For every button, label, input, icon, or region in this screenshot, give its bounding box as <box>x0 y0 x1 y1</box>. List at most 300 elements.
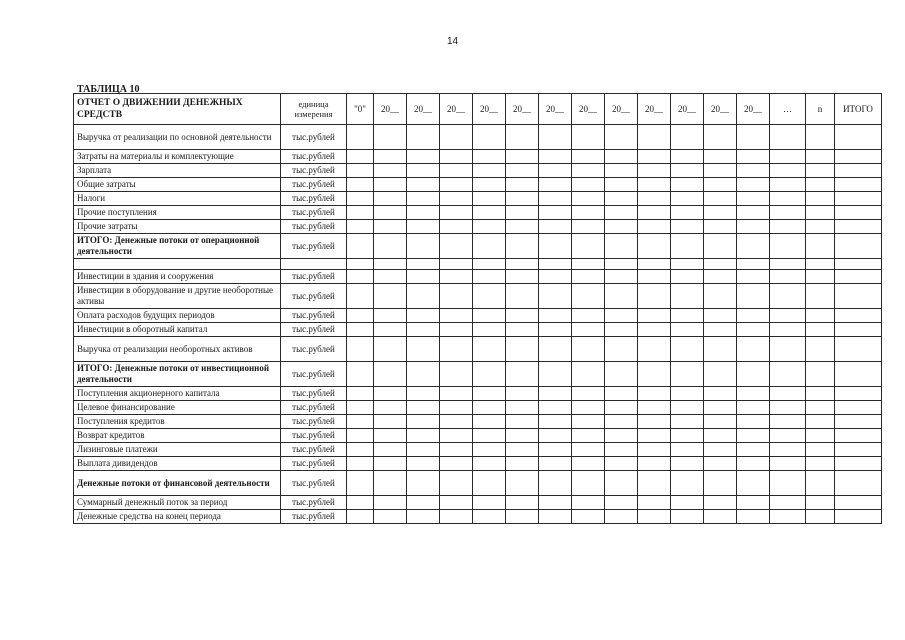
value-cell[interactable] <box>374 150 407 164</box>
value-cell[interactable] <box>770 270 806 284</box>
value-cell[interactable] <box>605 270 638 284</box>
value-cell[interactable] <box>473 429 506 443</box>
value-cell[interactable] <box>506 457 539 471</box>
value-cell[interactable] <box>572 234 605 259</box>
value-cell[interactable] <box>638 401 671 415</box>
value-cell[interactable] <box>473 284 506 309</box>
total-cell[interactable] <box>835 415 882 429</box>
value-cell[interactable] <box>572 415 605 429</box>
value-cell[interactable] <box>440 150 473 164</box>
value-cell[interactable] <box>671 443 704 457</box>
value-cell[interactable] <box>506 178 539 192</box>
value-cell[interactable] <box>347 337 374 362</box>
value-cell[interactable] <box>704 284 737 309</box>
value-cell[interactable] <box>539 284 572 309</box>
value-cell[interactable] <box>506 284 539 309</box>
value-cell[interactable] <box>806 429 835 443</box>
value-cell[interactable] <box>638 270 671 284</box>
value-cell[interactable] <box>407 164 440 178</box>
value-cell[interactable] <box>704 387 737 401</box>
value-cell[interactable] <box>572 337 605 362</box>
value-cell[interactable] <box>671 415 704 429</box>
value-cell[interactable] <box>347 192 374 206</box>
value-cell[interactable] <box>347 270 374 284</box>
value-cell[interactable] <box>473 457 506 471</box>
value-cell[interactable] <box>506 164 539 178</box>
value-cell[interactable] <box>407 415 440 429</box>
total-cell[interactable] <box>835 309 882 323</box>
total-cell[interactable] <box>835 125 882 150</box>
value-cell[interactable] <box>347 496 374 510</box>
value-cell[interactable] <box>671 337 704 362</box>
value-cell[interactable] <box>539 337 572 362</box>
value-cell[interactable] <box>704 234 737 259</box>
value-cell[interactable] <box>473 401 506 415</box>
value-cell[interactable] <box>473 387 506 401</box>
value-cell[interactable] <box>473 270 506 284</box>
value-cell[interactable] <box>407 206 440 220</box>
value-cell[interactable] <box>539 234 572 259</box>
total-cell[interactable] <box>835 178 882 192</box>
value-cell[interactable] <box>539 206 572 220</box>
value-cell[interactable] <box>506 206 539 220</box>
value-cell[interactable] <box>407 457 440 471</box>
value-cell[interactable] <box>473 259 506 270</box>
value-cell[interactable] <box>539 164 572 178</box>
value-cell[interactable] <box>440 234 473 259</box>
value-cell[interactable] <box>407 443 440 457</box>
value-cell[interactable] <box>770 415 806 429</box>
value-cell[interactable] <box>605 309 638 323</box>
value-cell[interactable] <box>671 387 704 401</box>
value-cell[interactable] <box>347 457 374 471</box>
value-cell[interactable] <box>407 192 440 206</box>
value-cell[interactable] <box>737 192 770 206</box>
total-cell[interactable] <box>835 323 882 337</box>
value-cell[interactable] <box>539 471 572 496</box>
value-cell[interactable] <box>671 471 704 496</box>
value-cell[interactable] <box>806 192 835 206</box>
total-cell[interactable] <box>835 284 882 309</box>
value-cell[interactable] <box>806 337 835 362</box>
value-cell[interactable] <box>671 206 704 220</box>
value-cell[interactable] <box>605 323 638 337</box>
value-cell[interactable] <box>440 284 473 309</box>
value-cell[interactable] <box>704 471 737 496</box>
value-cell[interactable] <box>539 220 572 234</box>
value-cell[interactable] <box>737 429 770 443</box>
value-cell[interactable] <box>770 164 806 178</box>
total-cell[interactable] <box>835 270 882 284</box>
value-cell[interactable] <box>572 125 605 150</box>
value-cell[interactable] <box>638 496 671 510</box>
total-cell[interactable] <box>835 220 882 234</box>
value-cell[interactable] <box>806 309 835 323</box>
value-cell[interactable] <box>407 220 440 234</box>
value-cell[interactable] <box>440 259 473 270</box>
value-cell[interactable] <box>374 415 407 429</box>
value-cell[interactable] <box>605 387 638 401</box>
value-cell[interactable] <box>473 510 506 524</box>
value-cell[interactable] <box>638 362 671 387</box>
total-cell[interactable] <box>835 206 882 220</box>
value-cell[interactable] <box>374 429 407 443</box>
value-cell[interactable] <box>506 415 539 429</box>
total-cell[interactable] <box>835 234 882 259</box>
value-cell[interactable] <box>605 496 638 510</box>
value-cell[interactable] <box>671 220 704 234</box>
value-cell[interactable] <box>704 178 737 192</box>
value-cell[interactable] <box>671 192 704 206</box>
total-cell[interactable] <box>835 337 882 362</box>
value-cell[interactable] <box>737 443 770 457</box>
value-cell[interactable] <box>638 220 671 234</box>
total-cell[interactable] <box>835 429 882 443</box>
value-cell[interactable] <box>506 443 539 457</box>
value-cell[interactable] <box>605 284 638 309</box>
value-cell[interactable] <box>770 362 806 387</box>
value-cell[interactable] <box>347 401 374 415</box>
value-cell[interactable] <box>347 387 374 401</box>
value-cell[interactable] <box>737 150 770 164</box>
value-cell[interactable] <box>539 150 572 164</box>
value-cell[interactable] <box>347 415 374 429</box>
value-cell[interactable] <box>440 443 473 457</box>
value-cell[interactable] <box>737 178 770 192</box>
value-cell[interactable] <box>572 164 605 178</box>
value-cell[interactable] <box>347 164 374 178</box>
value-cell[interactable] <box>374 259 407 270</box>
value-cell[interactable] <box>440 125 473 150</box>
value-cell[interactable] <box>572 401 605 415</box>
value-cell[interactable] <box>440 429 473 443</box>
value-cell[interactable] <box>572 362 605 387</box>
value-cell[interactable] <box>374 192 407 206</box>
value-cell[interactable] <box>605 362 638 387</box>
value-cell[interactable] <box>704 309 737 323</box>
value-cell[interactable] <box>407 259 440 270</box>
value-cell[interactable] <box>638 164 671 178</box>
value-cell[interactable] <box>638 429 671 443</box>
value-cell[interactable] <box>506 234 539 259</box>
value-cell[interactable] <box>737 387 770 401</box>
value-cell[interactable] <box>506 192 539 206</box>
value-cell[interactable] <box>572 387 605 401</box>
value-cell[interactable] <box>806 471 835 496</box>
value-cell[interactable] <box>770 443 806 457</box>
value-cell[interactable] <box>605 443 638 457</box>
value-cell[interactable] <box>440 415 473 429</box>
value-cell[interactable] <box>638 457 671 471</box>
value-cell[interactable] <box>671 284 704 309</box>
value-cell[interactable] <box>638 510 671 524</box>
total-cell[interactable] <box>835 496 882 510</box>
value-cell[interactable] <box>506 220 539 234</box>
value-cell[interactable] <box>770 401 806 415</box>
value-cell[interactable] <box>806 259 835 270</box>
value-cell[interactable] <box>374 471 407 496</box>
value-cell[interactable] <box>770 323 806 337</box>
value-cell[interactable] <box>737 415 770 429</box>
value-cell[interactable] <box>737 309 770 323</box>
value-cell[interactable] <box>638 259 671 270</box>
value-cell[interactable] <box>572 192 605 206</box>
value-cell[interactable] <box>671 457 704 471</box>
value-cell[interactable] <box>440 309 473 323</box>
value-cell[interactable] <box>473 443 506 457</box>
value-cell[interactable] <box>374 234 407 259</box>
value-cell[interactable] <box>806 387 835 401</box>
value-cell[interactable] <box>407 401 440 415</box>
value-cell[interactable] <box>770 337 806 362</box>
value-cell[interactable] <box>347 323 374 337</box>
value-cell[interactable] <box>473 220 506 234</box>
value-cell[interactable] <box>374 284 407 309</box>
value-cell[interactable] <box>704 164 737 178</box>
value-cell[interactable] <box>605 429 638 443</box>
value-cell[interactable] <box>374 220 407 234</box>
value-cell[interactable] <box>506 259 539 270</box>
value-cell[interactable] <box>605 164 638 178</box>
value-cell[interactable] <box>539 192 572 206</box>
value-cell[interactable] <box>440 270 473 284</box>
total-cell[interactable] <box>835 150 882 164</box>
value-cell[interactable] <box>473 323 506 337</box>
value-cell[interactable] <box>704 270 737 284</box>
value-cell[interactable] <box>806 362 835 387</box>
value-cell[interactable] <box>704 443 737 457</box>
value-cell[interactable] <box>506 270 539 284</box>
value-cell[interactable] <box>374 362 407 387</box>
value-cell[interactable] <box>671 309 704 323</box>
value-cell[interactable] <box>638 323 671 337</box>
value-cell[interactable] <box>770 234 806 259</box>
value-cell[interactable] <box>407 150 440 164</box>
value-cell[interactable] <box>671 362 704 387</box>
total-cell[interactable] <box>835 164 882 178</box>
value-cell[interactable] <box>539 415 572 429</box>
total-cell[interactable] <box>835 401 882 415</box>
value-cell[interactable] <box>704 457 737 471</box>
value-cell[interactable] <box>770 510 806 524</box>
value-cell[interactable] <box>347 429 374 443</box>
value-cell[interactable] <box>704 206 737 220</box>
value-cell[interactable] <box>605 125 638 150</box>
value-cell[interactable] <box>605 415 638 429</box>
value-cell[interactable] <box>605 510 638 524</box>
value-cell[interactable] <box>704 220 737 234</box>
value-cell[interactable] <box>539 496 572 510</box>
value-cell[interactable] <box>704 401 737 415</box>
value-cell[interactable] <box>347 284 374 309</box>
value-cell[interactable] <box>506 387 539 401</box>
value-cell[interactable] <box>638 284 671 309</box>
value-cell[interactable] <box>770 220 806 234</box>
value-cell[interactable] <box>440 401 473 415</box>
value-cell[interactable] <box>473 164 506 178</box>
value-cell[interactable] <box>704 259 737 270</box>
value-cell[interactable] <box>374 125 407 150</box>
value-cell[interactable] <box>638 387 671 401</box>
value-cell[interactable] <box>473 234 506 259</box>
value-cell[interactable] <box>806 234 835 259</box>
value-cell[interactable] <box>374 510 407 524</box>
value-cell[interactable] <box>473 178 506 192</box>
value-cell[interactable] <box>737 401 770 415</box>
value-cell[interactable] <box>407 429 440 443</box>
value-cell[interactable] <box>770 192 806 206</box>
value-cell[interactable] <box>374 270 407 284</box>
value-cell[interactable] <box>473 125 506 150</box>
value-cell[interactable] <box>440 323 473 337</box>
value-cell[interactable] <box>539 457 572 471</box>
value-cell[interactable] <box>539 429 572 443</box>
value-cell[interactable] <box>473 192 506 206</box>
value-cell[interactable] <box>440 362 473 387</box>
value-cell[interactable] <box>347 362 374 387</box>
value-cell[interactable] <box>506 125 539 150</box>
value-cell[interactable] <box>737 323 770 337</box>
value-cell[interactable] <box>473 471 506 496</box>
value-cell[interactable] <box>374 401 407 415</box>
total-cell[interactable] <box>835 192 882 206</box>
value-cell[interactable] <box>770 309 806 323</box>
value-cell[interactable] <box>506 510 539 524</box>
value-cell[interactable] <box>347 125 374 150</box>
value-cell[interactable] <box>671 150 704 164</box>
value-cell[interactable] <box>737 337 770 362</box>
value-cell[interactable] <box>704 496 737 510</box>
value-cell[interactable] <box>506 401 539 415</box>
value-cell[interactable] <box>704 125 737 150</box>
value-cell[interactable] <box>806 220 835 234</box>
value-cell[interactable] <box>539 401 572 415</box>
value-cell[interactable] <box>638 192 671 206</box>
value-cell[interactable] <box>572 259 605 270</box>
value-cell[interactable] <box>506 150 539 164</box>
value-cell[interactable] <box>440 337 473 362</box>
value-cell[interactable] <box>605 206 638 220</box>
value-cell[interactable] <box>806 496 835 510</box>
value-cell[interactable] <box>347 150 374 164</box>
value-cell[interactable] <box>347 234 374 259</box>
value-cell[interactable] <box>539 178 572 192</box>
value-cell[interactable] <box>473 309 506 323</box>
value-cell[interactable] <box>737 220 770 234</box>
total-cell[interactable] <box>835 387 882 401</box>
value-cell[interactable] <box>539 259 572 270</box>
value-cell[interactable] <box>605 337 638 362</box>
value-cell[interactable] <box>572 150 605 164</box>
value-cell[interactable] <box>440 164 473 178</box>
value-cell[interactable] <box>605 150 638 164</box>
value-cell[interactable] <box>506 323 539 337</box>
value-cell[interactable] <box>374 443 407 457</box>
value-cell[interactable] <box>473 415 506 429</box>
value-cell[interactable] <box>806 415 835 429</box>
value-cell[interactable] <box>770 284 806 309</box>
value-cell[interactable] <box>638 309 671 323</box>
value-cell[interactable] <box>638 206 671 220</box>
value-cell[interactable] <box>440 192 473 206</box>
value-cell[interactable] <box>737 284 770 309</box>
value-cell[interactable] <box>539 362 572 387</box>
value-cell[interactable] <box>347 259 374 270</box>
value-cell[interactable] <box>770 457 806 471</box>
value-cell[interactable] <box>737 259 770 270</box>
value-cell[interactable] <box>374 337 407 362</box>
value-cell[interactable] <box>770 471 806 496</box>
total-cell[interactable] <box>835 510 882 524</box>
value-cell[interactable] <box>440 387 473 401</box>
value-cell[interactable] <box>539 323 572 337</box>
value-cell[interactable] <box>440 457 473 471</box>
value-cell[interactable] <box>374 178 407 192</box>
value-cell[interactable] <box>539 510 572 524</box>
value-cell[interactable] <box>440 178 473 192</box>
value-cell[interactable] <box>572 206 605 220</box>
value-cell[interactable] <box>506 362 539 387</box>
total-cell[interactable] <box>835 362 882 387</box>
value-cell[interactable] <box>770 387 806 401</box>
value-cell[interactable] <box>737 270 770 284</box>
value-cell[interactable] <box>572 471 605 496</box>
value-cell[interactable] <box>671 164 704 178</box>
value-cell[interactable] <box>671 125 704 150</box>
value-cell[interactable] <box>770 125 806 150</box>
value-cell[interactable] <box>638 415 671 429</box>
value-cell[interactable] <box>407 309 440 323</box>
value-cell[interactable] <box>374 309 407 323</box>
value-cell[interactable] <box>638 150 671 164</box>
value-cell[interactable] <box>374 496 407 510</box>
value-cell[interactable] <box>374 206 407 220</box>
total-cell[interactable] <box>835 259 882 270</box>
value-cell[interactable] <box>347 220 374 234</box>
value-cell[interactable] <box>770 206 806 220</box>
value-cell[interactable] <box>605 192 638 206</box>
value-cell[interactable] <box>572 496 605 510</box>
value-cell[interactable] <box>539 387 572 401</box>
value-cell[interactable] <box>806 457 835 471</box>
value-cell[interactable] <box>440 510 473 524</box>
value-cell[interactable] <box>572 457 605 471</box>
value-cell[interactable] <box>671 429 704 443</box>
value-cell[interactable] <box>572 429 605 443</box>
value-cell[interactable] <box>704 337 737 362</box>
value-cell[interactable] <box>671 323 704 337</box>
value-cell[interactable] <box>737 457 770 471</box>
total-cell[interactable] <box>835 443 882 457</box>
value-cell[interactable] <box>347 309 374 323</box>
value-cell[interactable] <box>347 443 374 457</box>
value-cell[interactable] <box>737 362 770 387</box>
value-cell[interactable] <box>407 496 440 510</box>
value-cell[interactable] <box>407 234 440 259</box>
value-cell[interactable] <box>440 220 473 234</box>
value-cell[interactable] <box>473 206 506 220</box>
value-cell[interactable] <box>506 429 539 443</box>
value-cell[interactable] <box>473 362 506 387</box>
value-cell[interactable] <box>572 220 605 234</box>
value-cell[interactable] <box>539 125 572 150</box>
value-cell[interactable] <box>605 178 638 192</box>
value-cell[interactable] <box>374 457 407 471</box>
value-cell[interactable] <box>704 415 737 429</box>
value-cell[interactable] <box>638 125 671 150</box>
value-cell[interactable] <box>506 309 539 323</box>
value-cell[interactable] <box>638 471 671 496</box>
